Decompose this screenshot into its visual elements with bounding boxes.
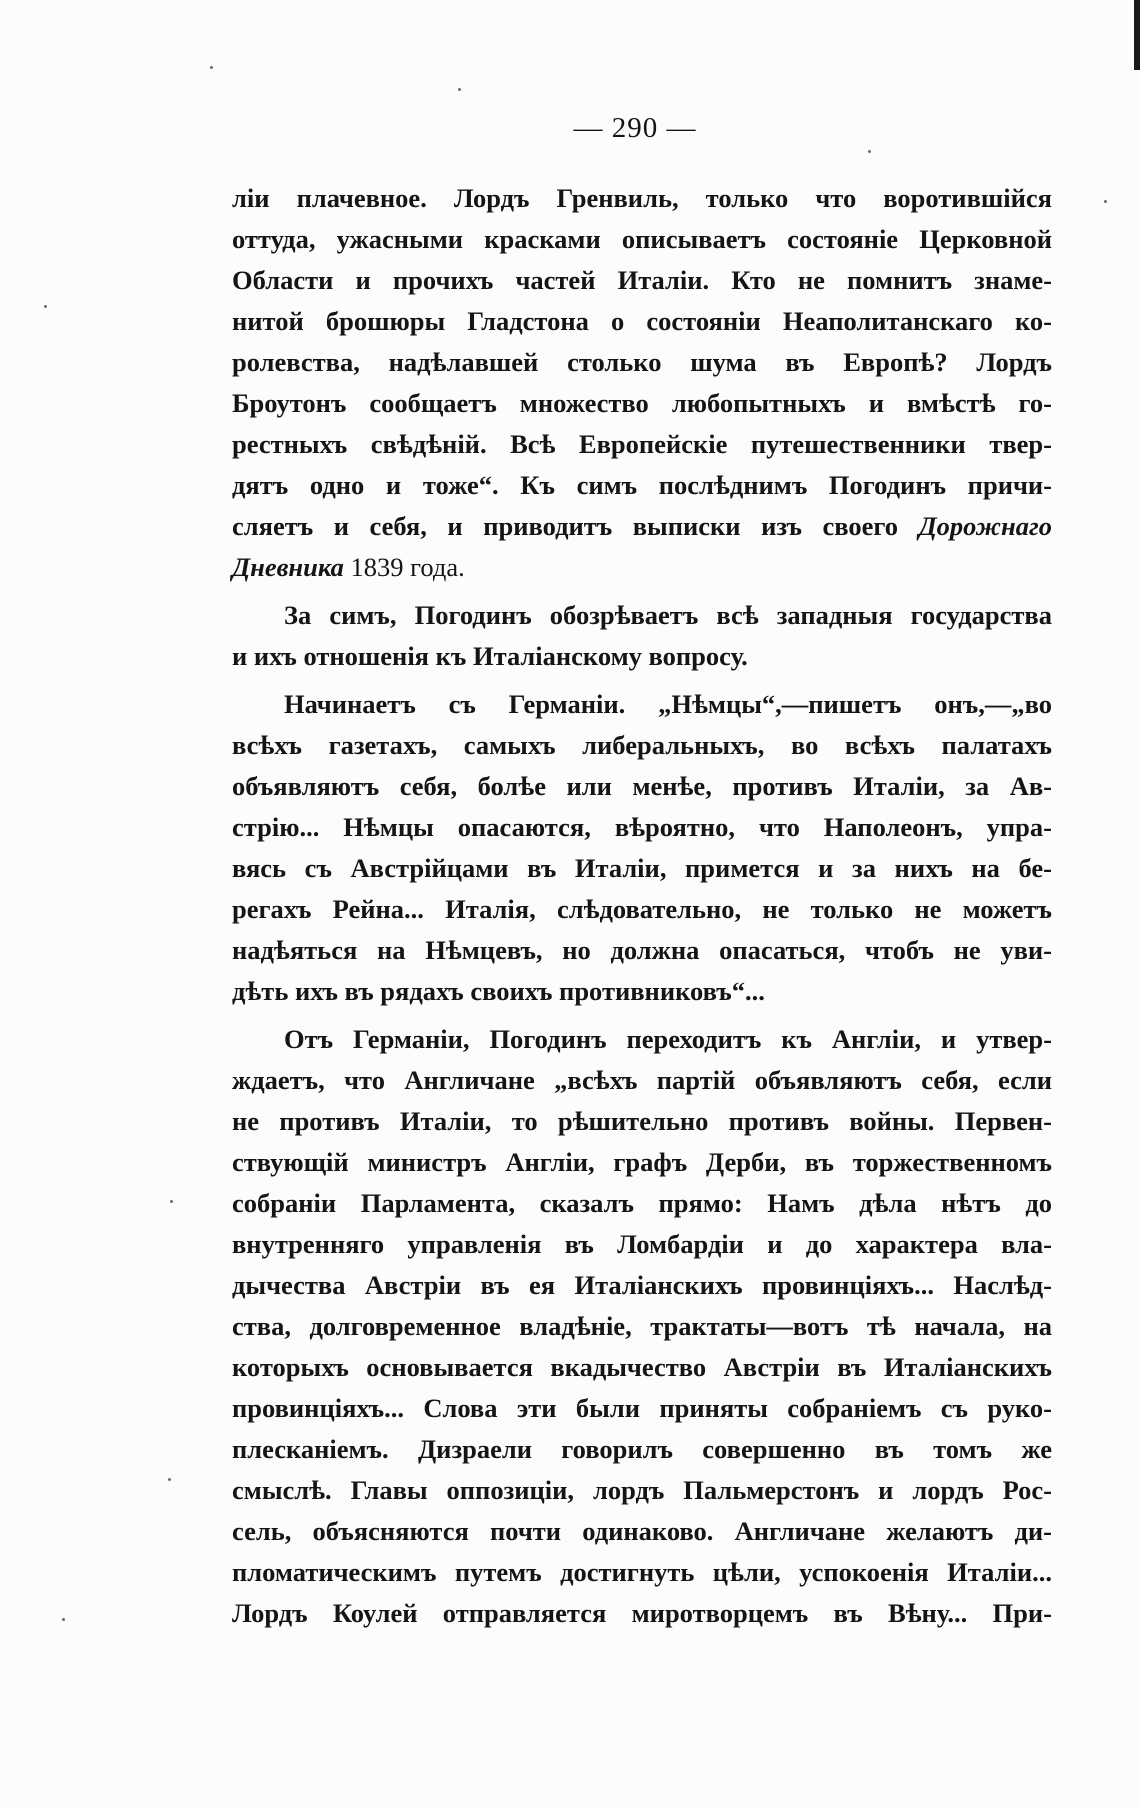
text-line: вясь съ Австрiйцами въ Италiи, примется и за нихъ на бе-: [232, 853, 1052, 883]
text-line: дычества Австрiи въ ея Италiанскихъ провинцiяхъ... Наслѣд-: [232, 1270, 1052, 1300]
italic-title-part: Дневника: [232, 552, 344, 582]
text-line: ролевства, надѣлавшей столько шума въ Европѣ? Лордъ: [232, 347, 1052, 377]
paragraph: [232, 178, 1052, 588]
text-line: рестныхъ свѣдѣнiй. Всѣ Европейскiе путешественники твер-: [232, 429, 1052, 459]
text-line: лiи плачевное. Лордъ Гренвиль, только что воротившiйся: [232, 183, 1052, 213]
text-line: сель, объясняются почти одинаково. Англичане желаютъ ди-: [232, 1516, 1052, 1546]
text-line: всѣхъ газетахъ, самыхъ либеральныхъ, во всѣхъ палатахъ: [232, 730, 1052, 760]
scan-speck: [44, 305, 47, 308]
text-line: которыхъ основывается вкадычество Австрiи въ Италiанскихъ: [232, 1352, 1052, 1382]
text-line: ствующiй министръ Англiи, графъ Дерби, въ торжественномъ: [232, 1147, 1052, 1177]
text-line: оттуда, ужасными красками описываетъ состоянiе Церковной: [232, 224, 1052, 254]
scan-speck: [458, 88, 461, 91]
text-line: Лордъ Коулей отправляется миротворцемъ въ Вѣну... При-: [232, 1598, 1052, 1628]
text-line-rest: 1839 года.: [343, 552, 465, 582]
text-line: плесканiемъ. Дизраели говорилъ совершенно въ томъ же: [232, 1434, 1052, 1464]
text-line: и ихъ отношенiя къ Италiанскому вопросу.: [232, 641, 748, 671]
text-line: Отъ Германiи, Погодинъ переходитъ къ Англiи, и утвер-: [284, 1024, 1052, 1054]
paragraph: [232, 1019, 1052, 1634]
text-line: объявляютъ себя, болѣе или менѣе, противъ Италiи, за Ав-: [232, 771, 1052, 801]
page-body: [232, 178, 1052, 1634]
text-line: Броутонъ сообщаетъ множество любопытныхъ и вмѣстѣ го-: [232, 388, 1052, 418]
text-line: [232, 547, 1052, 588]
text-line: собранiи Парламента, сказалъ прямо: Намъ дѣла нѣтъ до: [232, 1188, 1052, 1218]
scan-speck: [170, 1200, 173, 1203]
scan-speck: [1104, 200, 1107, 203]
text-line-main: сляетъ и себя, и приводитъ выписки изъ своего: [232, 511, 899, 541]
text-line: ждаетъ, что Англичане „всѣхъ партiй объявляютъ себя, если: [232, 1065, 1052, 1095]
text-line: регахъ Рейна... Италiя, слѣдовательно, не только не можетъ: [232, 894, 1052, 924]
text-line: надѣяться на Нѣмцевъ, но должна опасаться, чтобъ не уви-: [232, 935, 1052, 965]
scan-speck: [168, 1478, 171, 1481]
text-line: За симъ, Погодинъ обозрѣваетъ всѣ западныя государства: [284, 600, 1052, 630]
text-line: Начинаетъ съ Германiи. „Нѣмцы“,—пишетъ онъ,—„во: [284, 689, 1052, 719]
text-line: не противъ Италiи, то рѣшительно противъ войны. Первен-: [232, 1106, 1052, 1136]
text-line: внутренняго управленiя въ Ломбардiи и до характера вла-: [232, 1229, 1052, 1259]
text-line: ства, долговременное владѣнiе, трактаты—вотъ тѣ начала, на: [232, 1311, 1052, 1341]
text-line: Области и прочихъ частей Италiи. Кто не помнитъ знаме-: [232, 265, 1052, 295]
paragraph: [232, 684, 1052, 1012]
text-line: пломатическимъ путемъ достигнуть цѣли, успокоенiя Италiи...: [232, 1557, 1052, 1587]
paragraph: [232, 595, 1052, 677]
italic-title-part: Дорожнаго: [918, 511, 1052, 541]
scan-speck: [868, 150, 871, 153]
scan-speck: [210, 66, 213, 69]
text-line: стрiю... Нѣмцы опасаются, вѣроятно, что Наполеонъ, упра-: [232, 812, 1052, 842]
text-line: провинцiяхъ... Слова эти были приняты собранiемъ съ руко-: [232, 1393, 1052, 1423]
text-line: дѣть ихъ въ рядахъ своихъ противниковъ“...: [232, 976, 765, 1006]
page-number: — 290 —: [573, 112, 697, 144]
text-line: дятъ одно и тоже“. Къ симъ послѣднимъ Погодинъ причи-: [232, 470, 1052, 500]
text-line: смыслѣ. Главы оппозицiи, лордъ Пальмерстонъ и лордъ Рос-: [232, 1475, 1052, 1505]
text-line: нитой брошюры Гладстона о состоянiи Неаполитанскаго ко-: [232, 306, 1052, 336]
scan-speck: [62, 1618, 65, 1621]
text-line: [232, 506, 1052, 547]
scan-edge-mark: [1134, 0, 1140, 70]
